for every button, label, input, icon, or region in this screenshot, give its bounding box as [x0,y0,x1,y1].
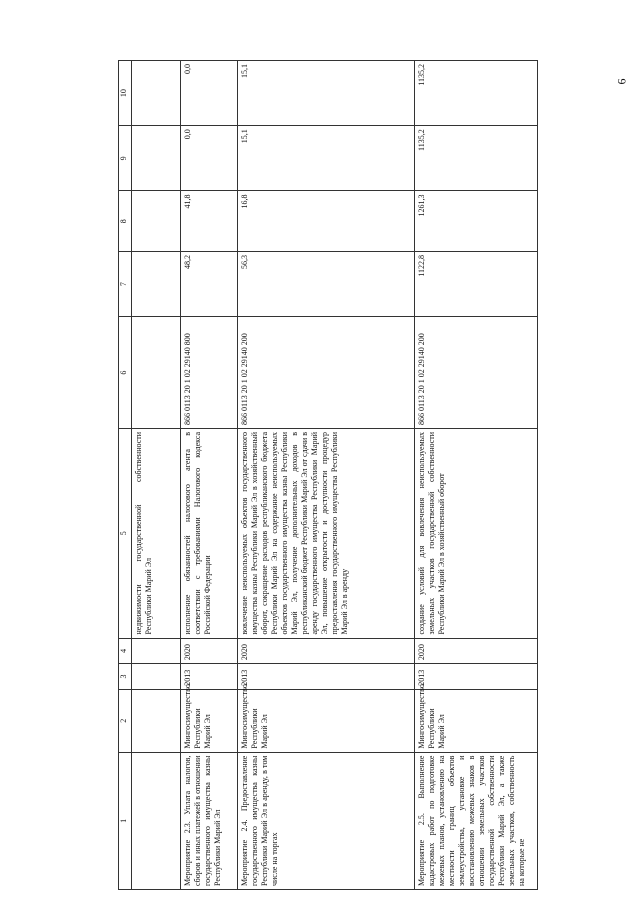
value-col-8: 16,8 [238,191,415,252]
header-col-9: 9 [119,126,132,191]
cell [132,61,181,126]
start-year-cell: 2013 [415,664,538,690]
value-col-9: 15,1 [238,126,415,191]
cell [132,689,181,752]
value-col-9: 1135,2 [415,126,538,191]
program-table-sheet [118,60,528,890]
cell [132,252,181,317]
budget-code-cell: 866 0113 20 1 02 29140 200 [238,317,415,429]
value-col-8: 41,8 [181,191,238,252]
header-col-1: 1 [119,752,132,889]
table-row [181,61,238,890]
cell [132,638,181,664]
measure-cell: Мероприятие 2.3. Уплата налогов, сборов и иных платежей в отношении государственного имущества казны Республики Марий Эл [181,752,238,889]
budget-code-cell: 866 0113 20 1 02 29140 800 [181,317,238,429]
header-col-7: 7 [119,252,132,317]
value-col-7: 1122,8 [415,252,538,317]
value-col-7: 56,3 [238,252,415,317]
header-col-5: 5 [119,428,132,638]
table-row [238,61,415,890]
start-year-cell: 2013 [238,664,415,690]
description-cell: создание условий для вовлечения неиспользуемых земельных участков государственной собственности Республики Марий Эл в хозяйственный оборот [415,428,538,638]
cell [132,664,181,690]
executor-cell: Мингосимущество Республики Марий Эл [415,689,538,752]
program-activities-table [118,60,538,890]
header-col-10: 10 [119,61,132,126]
cell [132,317,181,429]
executor-cell: Мингосимущество Республики Марий Эл [181,689,238,752]
header-col-2: 2 [119,689,132,752]
continuation-description: недвижимости государственной собственности Республики Марий Эл [132,428,181,638]
page-number: 6 [614,78,629,85]
description-cell: исполнение обязанностей налогового агента в соответствии с требованиями Налогового кодекса Российской Федерации [181,428,238,638]
header-col-4: 4 [119,638,132,664]
value-col-9: 0,0 [181,126,238,191]
header-col-3: 3 [119,664,132,690]
cell [132,191,181,252]
measure-cell: Мероприятие 2.4. Предоставление государственного имущества казны Республики Марий Эл в аренду, в том числе на торгах [238,752,415,889]
end-year-cell: 2020 [181,638,238,664]
value-col-10: 0,0 [181,61,238,126]
header-col-6: 6 [119,317,132,429]
cell [132,752,181,889]
value-col-10: 1135,2 [415,61,538,126]
value-col-10: 15,1 [238,61,415,126]
executor-cell: Мингосимущество Республики Марий Эл [238,689,415,752]
header-col-8: 8 [119,191,132,252]
end-year-cell: 2020 [238,638,415,664]
budget-code-cell: 866 0113 20 1 02 29140 200 [415,317,538,429]
cell [132,126,181,191]
value-col-8: 1261,3 [415,191,538,252]
value-col-7: 48,2 [181,252,238,317]
end-year-cell: 2020 [415,638,538,664]
table-row [415,61,538,890]
header-row [119,61,132,890]
measure-cell: Мероприятие 2.5. Выполнение кадастровых работ по подготовке межевых планов, установлению на местности границ объектов землеустройства, установке и восстановлению межевых знаков в отношении земельных участков государственной собственности Республики Марий Эл, а также земельных участков, собственность на которые не [415,752,538,889]
description-cell: вовлечение неиспользуемых объектов государственного имущества казны Республики Марий Эл в хозяйственный оборот, сокращение расходов республиканского бюджета Республики Марий Эл на содержание неиспользуемых объектов государственного имущества казны Республики Марий Эл, получение дополнительных доходов в республиканский бюджет Республики Марий Эл от сдачи в аренду государственного имущества Республики Марий Эл, повышение открытости и доступности процедур предоставления государственного имущества Республики Марий Эл в аренду [238,428,415,638]
continuation-row [132,61,181,890]
start-year-cell: 2013 [181,664,238,690]
